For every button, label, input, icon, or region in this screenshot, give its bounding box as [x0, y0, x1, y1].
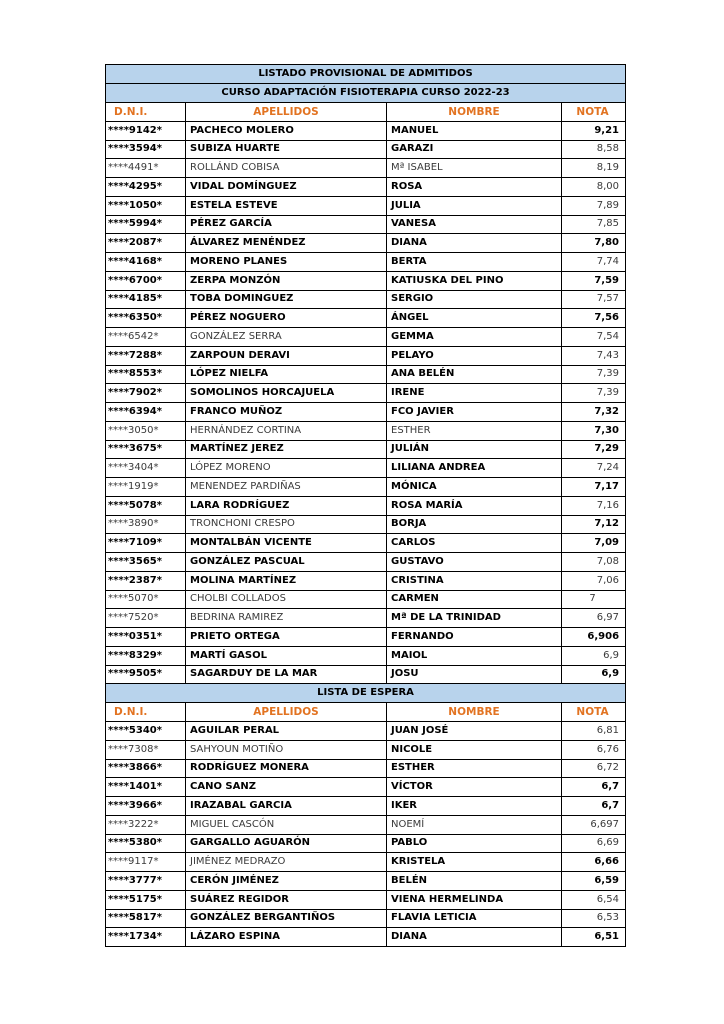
dni-cell: ****4491*	[106, 159, 186, 178]
apellidos-cell: MONTALBÁN VICENTE	[186, 534, 387, 553]
nota-cell: 7,29	[562, 440, 626, 459]
apellidos-cell: FRANCO MUÑOZ	[186, 403, 387, 422]
dni-cell: ****3565*	[106, 553, 186, 572]
nombre-cell: IRENE	[387, 384, 562, 403]
waiting-row	[106, 834, 626, 853]
nota-cell: 9,21	[562, 121, 626, 140]
nota-cell: 7,57	[562, 290, 626, 309]
nombre-cell: VIENA HERMELINDA	[387, 890, 562, 909]
apellidos-cell: JIMÉNEZ MEDRAZO	[186, 853, 387, 872]
apellidos-cell: SUBIZA HUARTE	[186, 140, 387, 159]
admitted-row	[106, 271, 626, 290]
nombre-cell: KRISTELA	[387, 853, 562, 872]
nombre-cell: VÍCTOR	[387, 778, 562, 797]
waiting-row	[106, 740, 626, 759]
nombre-cell: NOEMÍ	[387, 815, 562, 834]
nombre-cell: GEMMA	[387, 328, 562, 347]
nota-cell: 7,56	[562, 309, 626, 328]
apellidos-cell: GONZÁLEZ BERGANTIÑOS	[186, 909, 387, 928]
dni-cell: ****1919*	[106, 478, 186, 497]
nombre-cell: Mª DE LA TRINIDAD	[387, 609, 562, 628]
dni-cell: ****9505*	[106, 665, 186, 684]
nombre-cell: ESTHER	[387, 421, 562, 440]
nota-cell: 6,9	[562, 646, 626, 665]
admitted-row	[106, 534, 626, 553]
waiting-row	[106, 722, 626, 741]
nombre-cell: CARMEN	[387, 590, 562, 609]
nombre-cell: FCO JAVIER	[387, 403, 562, 422]
nota-cell: 7,24	[562, 459, 626, 478]
nombre-cell: LILIANA ANDREA	[387, 459, 562, 478]
nota-cell: 8,58	[562, 140, 626, 159]
dni-cell: ****3050*	[106, 421, 186, 440]
apellidos-cell: LÓPEZ MORENO	[186, 459, 387, 478]
apellidos-cell: VIDAL DOMÍNGUEZ	[186, 178, 387, 197]
nota-cell: 7,39	[562, 365, 626, 384]
nombre-cell: PELAYO	[387, 346, 562, 365]
nota-cell: 6,69	[562, 834, 626, 853]
apellidos-cell: SUÁREZ REGIDOR	[186, 890, 387, 909]
nombre-cell: ROSA	[387, 178, 562, 197]
apellidos-cell: BEDRINA RAMIREZ	[186, 609, 387, 628]
nota-column-header: NOTA	[562, 703, 626, 722]
admitted-row	[106, 459, 626, 478]
dni-cell: ****7520*	[106, 609, 186, 628]
admitted-row	[106, 215, 626, 234]
nota-cell: 7,80	[562, 234, 626, 253]
apellidos-cell: SAHYOUN MOTIÑO	[186, 740, 387, 759]
admitted-row	[106, 496, 626, 515]
nota-cell: 8,19	[562, 159, 626, 178]
apellidos-cell: GARGALLO AGUARÓN	[186, 834, 387, 853]
dni-cell: ****6350*	[106, 309, 186, 328]
nombre-cell: GARAZI	[387, 140, 562, 159]
admitted-row	[106, 196, 626, 215]
nombre-cell: ANA BELÉN	[387, 365, 562, 384]
apellidos-cell: SOMOLINOS HORCAJUELA	[186, 384, 387, 403]
column-header-row	[106, 103, 626, 122]
apellidos-cell: MENENDEZ PARDIÑAS	[186, 478, 387, 497]
admitted-row	[106, 140, 626, 159]
nota-cell: 7,43	[562, 346, 626, 365]
nombre-cell: Mª ISABEL	[387, 159, 562, 178]
nota-cell: 6,59	[562, 872, 626, 891]
nombre-cell: GUSTAVO	[387, 553, 562, 572]
waiting-list-banner-row	[106, 684, 626, 703]
nombre-cell: CRISTINA	[387, 571, 562, 590]
nombre-cell: JUAN JOSÉ	[387, 722, 562, 741]
dni-cell: ****8553*	[106, 365, 186, 384]
nombre-cell: BERTA	[387, 253, 562, 272]
admitted-row	[106, 403, 626, 422]
apellidos-cell: MORENO PLANES	[186, 253, 387, 272]
admitted-row	[106, 515, 626, 534]
nota-cell: 6,97	[562, 609, 626, 628]
admitted-row	[106, 440, 626, 459]
dni-cell: ****5817*	[106, 909, 186, 928]
apellidos-cell: AGUILAR PERAL	[186, 722, 387, 741]
nombre-cell: DIANA	[387, 928, 562, 947]
dni-cell: ****1734*	[106, 928, 186, 947]
apellidos-cell: MOLINA MARTÍNEZ	[186, 571, 387, 590]
nombre-cell: KATIUSKA DEL PINO	[387, 271, 562, 290]
nombre-cell: BELÉN	[387, 872, 562, 891]
apellidos-cell: CERÓN JIMÉNEZ	[186, 872, 387, 891]
dni-cell: ****4168*	[106, 253, 186, 272]
waiting-list-title: LISTA DE ESPERA	[106, 684, 626, 703]
nombre-cell: JULIÁN	[387, 440, 562, 459]
admitted-row	[106, 365, 626, 384]
dni-cell: ****7288*	[106, 346, 186, 365]
nota-cell: 6,76	[562, 740, 626, 759]
nombre-cell: FLAVIA LETICIA	[387, 909, 562, 928]
nombre-cell: FERNANDO	[387, 628, 562, 647]
nota-cell: 6,72	[562, 759, 626, 778]
nota-cell: 7,85	[562, 215, 626, 234]
nota-cell: 8,00	[562, 178, 626, 197]
nota-cell: 6,51	[562, 928, 626, 947]
dni-cell: ****3777*	[106, 872, 186, 891]
nota-cell: 7,17	[562, 478, 626, 497]
apellidos-cell: ESTELA ESTEVE	[186, 196, 387, 215]
apellidos-cell: MARTÍ GASOL	[186, 646, 387, 665]
dni-cell: ****4295*	[106, 178, 186, 197]
nota-cell: 7,06	[562, 571, 626, 590]
dni-column-header: D.N.I.	[106, 703, 186, 722]
nota-cell: 7,54	[562, 328, 626, 347]
dni-cell: ****3222*	[106, 815, 186, 834]
nota-cell: 7,89	[562, 196, 626, 215]
waiting-row	[106, 797, 626, 816]
nota-cell: 7,74	[562, 253, 626, 272]
admitted-row	[106, 328, 626, 347]
dni-cell: ****3675*	[106, 440, 186, 459]
nota-cell: 7	[562, 590, 626, 609]
waiting-row	[106, 778, 626, 797]
apellidos-cell: TOBA DOMINGUEZ	[186, 290, 387, 309]
admitted-row	[106, 121, 626, 140]
admitted-row	[106, 384, 626, 403]
dni-cell: ****1050*	[106, 196, 186, 215]
apellidos-cell: MARTÍNEZ JEREZ	[186, 440, 387, 459]
nombre-cell: CARLOS	[387, 534, 562, 553]
dni-cell: ****3890*	[106, 515, 186, 534]
nota-cell: 7,59	[562, 271, 626, 290]
nota-cell: 6,81	[562, 722, 626, 741]
dni-cell: ****5340*	[106, 722, 186, 741]
nombre-cell: NICOLE	[387, 740, 562, 759]
waiting-row	[106, 928, 626, 947]
dni-cell: ****0351*	[106, 628, 186, 647]
nota-cell: 6,54	[562, 890, 626, 909]
apellidos-cell: HERNÁNDEZ CORTINA	[186, 421, 387, 440]
nombre-cell: ESTHER	[387, 759, 562, 778]
waiting-row	[106, 853, 626, 872]
apellidos-cell: LÓPEZ NIELFA	[186, 365, 387, 384]
nota-cell: 6,697	[562, 815, 626, 834]
dni-cell: ****5994*	[106, 215, 186, 234]
dni-cell: ****7109*	[106, 534, 186, 553]
apellidos-cell: PACHECO MOLERO	[186, 121, 387, 140]
admitted-row	[106, 553, 626, 572]
dni-cell: ****1401*	[106, 778, 186, 797]
apellidos-cell: ZERPA MONZÓN	[186, 271, 387, 290]
subtitle-banner-row	[106, 84, 626, 103]
admitted-row	[106, 253, 626, 272]
apellidos-cell: SAGARDUY DE LA MAR	[186, 665, 387, 684]
nombre-cell: BORJA	[387, 515, 562, 534]
nota-cell: 6,7	[562, 778, 626, 797]
waiting-row	[106, 759, 626, 778]
nota-cell: 6,66	[562, 853, 626, 872]
nombre-cell: ÁNGEL	[387, 309, 562, 328]
waiting-row	[106, 815, 626, 834]
dni-cell: ****3866*	[106, 759, 186, 778]
dni-cell: ****3404*	[106, 459, 186, 478]
dni-cell: ****6394*	[106, 403, 186, 422]
dni-cell: ****5380*	[106, 834, 186, 853]
waiting-column-header-row	[106, 703, 626, 722]
apellidos-cell: PRIETO ORTEGA	[186, 628, 387, 647]
apellidos-cell: CANO SANZ	[186, 778, 387, 797]
nombre-cell: IKER	[387, 797, 562, 816]
nota-cell: 7,09	[562, 534, 626, 553]
page-title: LISTADO PROVISIONAL DE ADMITIDOS	[106, 65, 626, 84]
apellidos-cell: ZARPOUN DERAVI	[186, 346, 387, 365]
admitted-row	[106, 609, 626, 628]
admitted-row	[106, 159, 626, 178]
nota-cell: 7,30	[562, 421, 626, 440]
waiting-row	[106, 890, 626, 909]
admitted-row	[106, 571, 626, 590]
admitted-row	[106, 628, 626, 647]
nombre-cell: MÓNICA	[387, 478, 562, 497]
apellidos-cell: ROLLÁND COBISA	[186, 159, 387, 178]
title-banner-row	[106, 65, 626, 84]
nota-cell: 6,53	[562, 909, 626, 928]
apellidos-cell: CHOLBI COLLADOS	[186, 590, 387, 609]
dni-cell: ****5175*	[106, 890, 186, 909]
dni-cell: ****7308*	[106, 740, 186, 759]
nombre-cell: MAIOL	[387, 646, 562, 665]
nota-cell: 6,9	[562, 665, 626, 684]
table-body	[106, 65, 626, 947]
admitted-row	[106, 346, 626, 365]
apellidos-cell: LARA RODRÍGUEZ	[186, 496, 387, 515]
nota-cell: 6,906	[562, 628, 626, 647]
dni-cell: ****6542*	[106, 328, 186, 347]
apellidos-cell: PÉREZ NOGUERO	[186, 309, 387, 328]
dni-cell: ****2387*	[106, 571, 186, 590]
apellidos-cell: IRAZABAL GARCIA	[186, 797, 387, 816]
dni-cell: ****6700*	[106, 271, 186, 290]
nota-cell: 6,7	[562, 797, 626, 816]
admitted-row	[106, 234, 626, 253]
nombre-cell: MANUEL	[387, 121, 562, 140]
admitted-row	[106, 478, 626, 497]
dni-cell: ****7902*	[106, 384, 186, 403]
nombre-cell: ROSA MARÍA	[387, 496, 562, 515]
nombre-cell: SERGIO	[387, 290, 562, 309]
apellidos-cell: GONZÁLEZ PASCUAL	[186, 553, 387, 572]
apellidos-column-header: APELLIDOS	[186, 103, 387, 122]
dni-cell: ****4185*	[106, 290, 186, 309]
waiting-row	[106, 872, 626, 891]
dni-cell: ****9142*	[106, 121, 186, 140]
nota-cell: 7,32	[562, 403, 626, 422]
apellidos-column-header: APELLIDOS	[186, 703, 387, 722]
apellidos-cell: TRONCHONI CRESPO	[186, 515, 387, 534]
admitted-row	[106, 290, 626, 309]
admitted-row	[106, 309, 626, 328]
dni-cell: ****2087*	[106, 234, 186, 253]
apellidos-cell: MIGUEL CASCÓN	[186, 815, 387, 834]
admitted-row	[106, 590, 626, 609]
nombre-cell: JOSU	[387, 665, 562, 684]
nombre-cell: DIANA	[387, 234, 562, 253]
dni-cell: ****3594*	[106, 140, 186, 159]
nombre-column-header: NOMBRE	[387, 703, 562, 722]
nota-cell: 7,39	[562, 384, 626, 403]
dni-column-header: D.N.I.	[106, 103, 186, 122]
dni-cell: ****3966*	[106, 797, 186, 816]
admitted-row	[106, 421, 626, 440]
nota-cell: 7,12	[562, 515, 626, 534]
dni-cell: ****5070*	[106, 590, 186, 609]
admitted-row	[106, 646, 626, 665]
nombre-cell: PABLO	[387, 834, 562, 853]
apellidos-cell: RODRÍGUEZ MONERA	[186, 759, 387, 778]
dni-cell: ****8329*	[106, 646, 186, 665]
apellidos-cell: PÉREZ GARCÍA	[186, 215, 387, 234]
admitted-row	[106, 665, 626, 684]
nota-column-header: NOTA	[562, 103, 626, 122]
nombre-cell: VANESA	[387, 215, 562, 234]
nota-cell: 7,16	[562, 496, 626, 515]
apellidos-cell: LÁZARO ESPINA	[186, 928, 387, 947]
apellidos-cell: ÁLVAREZ MENÉNDEZ	[186, 234, 387, 253]
nombre-column-header: NOMBRE	[387, 103, 562, 122]
course-subtitle: CURSO ADAPTACIÓN FISIOTERAPIA CURSO 2022-23	[106, 84, 626, 103]
nota-cell: 7,08	[562, 553, 626, 572]
apellidos-cell: GONZÁLEZ SERRA	[186, 328, 387, 347]
admitted-row	[106, 178, 626, 197]
admission-list-table	[105, 64, 626, 947]
waiting-row	[106, 909, 626, 928]
dni-cell: ****9117*	[106, 853, 186, 872]
nombre-cell: JULIA	[387, 196, 562, 215]
dni-cell: ****5078*	[106, 496, 186, 515]
